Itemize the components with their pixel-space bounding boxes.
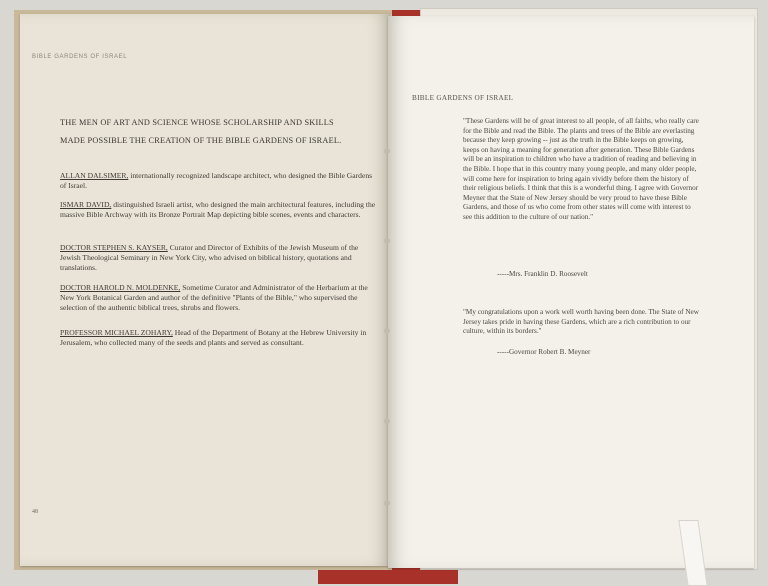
roosevelt-attribution: -----Mrs. Franklin D. Roosevelt [497,270,588,278]
contributor-name: DOCTOR HAROLD N. MOLDENKE, [60,283,181,292]
page-number: 48 [32,509,38,515]
contributor-name: PROFESSOR MICHAEL ZOHARY, [60,328,173,337]
contributor-description: distinguished Israeli artist, who designed the main architectural features, including the massive Bible Archway with its Bronze Portrait Map depicting bible scenes, events and characters. [60,200,376,219]
contributor-entry [60,171,380,191]
binding-hole [384,500,390,506]
right-running-head: BIBLE GARDENS OF ISRAEL [412,94,514,102]
contributor-name: ISMAR DAVID, [60,200,112,209]
binding-hole [384,328,390,334]
page-heading [60,114,390,150]
meyner-quote: "My congratulations upon a work well worth having been done. The State of New Jersey takes pride in having these Gardens, which are a rich contribution to our culture, within its borders." [463,308,699,336]
contributor-name: ALLAN DALSIMER, [60,171,129,180]
heading-line: MADE POSSIBLE THE CREATION OF THE BIBLE GARDENS OF ISRAEL. [60,136,342,145]
contributor-entry [60,283,380,313]
binding-hole [384,418,390,424]
contributor-description: Head of the Department of Botany at the Hebrew University in Jerusalem, who collected many of the seeds and plants and served as consultant. [60,328,367,347]
contributor-name: DOCTOR STEPHEN S. KAYSER, [60,243,168,252]
contributor-description: Curator and Director of Exhibits of the Jewish Museum of the Jewish Theological Seminary in New York City, who advised on biblical history, quotations and translations. [60,243,359,272]
meyner-attribution: -----Governor Robert B. Meyner [497,348,591,356]
contributor-entry [60,243,380,273]
binding-hole [384,238,390,244]
contributor-entry [60,328,380,348]
roosevelt-quote: "These Gardens will be of great interest to all people, of all faiths, who really care for the Bible and read the Bible. The plants and trees of the Bible are everlasting because they keep growing -- just as the truth in the Bible keeps on growing, keeps on having a meaning for generation after generation. These Bible Gardens will be an inspiration to children who have a tradition of reading and believing in the Bible. I hope that in this country many young people, and many older people, will come here for inspiration to bring again vividly before them the history of their religious beliefs. I think that this is a wonderful thing. I agree with Governor Meyner that the State of New Jersey should be very proud to have these Bible Gardens, and those of us who come from other states will come with interest to see this addition to the culture of our nation." [463,117,699,221]
heading-line: THE MEN OF ART AND SCIENCE WHOSE SCHOLARSHIP AND SKILLS [60,118,334,127]
contributor-entry [60,200,380,220]
contributor-description: internationally recognized landscape architect, who designed the Bible Gardens of Israel. [60,171,373,190]
contributor-description: Sometime Curator and Administrator of the Herbarium at the New York Botanical Garden and author of the definitive "Plants of the Bible," who supervised the selection of the authentic biblical trees, shrubs and flowers. [60,283,368,312]
left-running-head: BIBLE GARDENS OF ISRAEL [32,54,128,60]
